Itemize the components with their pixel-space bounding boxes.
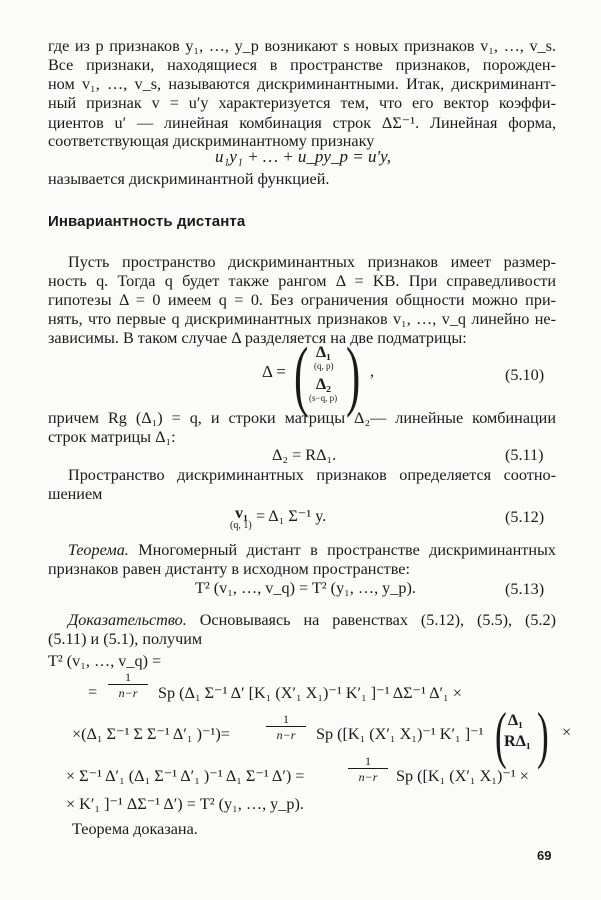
- text-line: (5.11) и (5.1), получим: [48, 630, 203, 648]
- theorem-label: Теорема.: [68, 541, 129, 559]
- derivation-line: × Σ⁻¹ Δ′₁ (Δ₁ Σ⁻¹ Δ′₁ )⁻¹ Δ₁ Σ⁻¹ Δ′) =: [66, 767, 305, 785]
- eq-5-10-bottom-dim: (s−q, p): [309, 393, 338, 403]
- text-line: признаков равен дистанту в исходном пространстве:: [48, 560, 410, 578]
- fraction-denominator: n−r: [358, 770, 378, 784]
- right-paren: ): [346, 331, 361, 418]
- fraction-denominator: n−r: [118, 686, 138, 700]
- proof-line: [68, 611, 556, 630]
- text-line: причем Rg (Δ₁) = q, и строки матрицы Δ₂— линейные комбинации: [48, 409, 556, 427]
- derivation-line: × K′₁ ]⁻¹ ΔΣ⁻¹ Δ′) = T² (y₁, …, y_p).: [66, 795, 304, 813]
- text-line: зависимы. В таком случае Δ разделяется на две подматрицы:: [48, 329, 467, 347]
- section-heading: Инвариантность дистанта: [48, 213, 246, 230]
- derivation-line: T² (v₁, …, v_q) =: [48, 652, 162, 670]
- left-paren: (: [495, 699, 507, 770]
- text-line: ный признак v = u′y характеризуется тем, что его вектор коэффи-: [48, 94, 556, 112]
- derivation-line: Sp (Δ₁ Σ⁻¹ Δ′ [K₁ (X′₁ X₁)⁻¹ K′₁ ]⁻¹ ΔΣ⁻¹ Δ′₁ ×: [158, 684, 462, 702]
- eq-5-12-lhs: v₁: [235, 504, 248, 522]
- equation-discriminant-form: u₁y₁ + … + u_py_p = u′y,: [215, 147, 392, 166]
- proof-label: Доказательство.: [68, 611, 187, 629]
- equation-5-13: T² (v₁, …, v_q) = T² (y₁, …, y_p).: [195, 579, 416, 597]
- equation-5-11: Δ₂ = RΔ₁.: [272, 446, 337, 464]
- fraction-denominator: n−r: [276, 728, 296, 742]
- proof-text: Основываясь на равенствах (5.12), (5.5), (5.2): [186, 611, 556, 629]
- matrix-top: Δ₁: [508, 711, 524, 729]
- text-line: Все признаки, находящиеся в пространстве признаков, порожден-: [48, 56, 556, 74]
- text-line: называется дискриминантной функцией.: [48, 170, 330, 188]
- text-line: Пусть пространство дискриминантных признаков имеет размер-: [68, 253, 556, 271]
- text-line: Пространство дискриминантных признаков определяется соотно-: [68, 466, 556, 484]
- equation-number: (5.13): [505, 580, 545, 598]
- eq-5-10-top-block: Δ₁: [316, 343, 332, 361]
- right-paren: ): [537, 699, 549, 770]
- left-paren: (: [294, 331, 309, 418]
- matrix-bottom: RΔ₁: [504, 732, 531, 750]
- proof-end: Теорема доказана.: [72, 820, 198, 838]
- text-line: ном v₁, …, v_s, называются дискриминантными. Итак, дискриминант-: [48, 75, 556, 93]
- text-line: строк матрицы Δ₁:: [48, 428, 176, 446]
- theorem-line: [68, 541, 556, 560]
- equation-number: (5.10): [505, 366, 545, 384]
- derivation-line: Sp ([K₁ (X′₁ X₁)⁻¹ ×: [396, 767, 529, 785]
- eq-5-12-dim: (q, 1): [230, 520, 252, 531]
- eq-5-10-bottom-block: Δ₂: [316, 375, 332, 393]
- eq-5-10-top-dim: (q, p): [314, 361, 334, 371]
- fraction-numerator: 1: [108, 670, 148, 685]
- text-line: где из p признаков y₁, …, y_p возникают s новых признаков v₁, …, v_s.: [48, 37, 556, 55]
- text-line: нять, что первые q дискриминантных признаков v₁, …, v_q линейно не-: [48, 310, 556, 328]
- theorem-text: Многомерный дистант в пространстве дискриминантных: [128, 541, 556, 559]
- derivation-line: ×(Δ₁ Σ⁻¹ Σ Σ⁻¹ Δ′₁ )⁻¹)=: [72, 725, 230, 743]
- derivation-line: Sp ([K₁ (X′₁ X₁)⁻¹ K′₁ ]⁻¹: [316, 725, 484, 743]
- equation-number: (5.11): [505, 446, 544, 464]
- text-line: соответствующая дискриминантному признаку: [48, 132, 375, 150]
- text-line: шением: [48, 485, 103, 503]
- equation-number: (5.12): [505, 508, 545, 526]
- fraction-numerator: 1: [348, 754, 388, 769]
- derivation-eq-sign: =: [88, 683, 98, 701]
- text-line: гипотезы Δ = 0 имеем q = 0. Без ограничения общности можно при-: [48, 291, 556, 309]
- eq-5-10-lhs: Δ =: [262, 362, 286, 381]
- eq-5-10-comma: ,: [370, 362, 375, 380]
- text-line: циентов u′ — линейная комбинация строк ΔΣ⁻¹. Линейная форма,: [48, 114, 556, 132]
- times-sign: ×: [562, 723, 572, 741]
- fraction-numerator: 1: [266, 712, 306, 727]
- page-number: 69: [537, 848, 552, 863]
- text-line: ность q. Тогда q будет также рангом Δ = KB. При справедливости: [48, 272, 556, 290]
- eq-5-12-rhs: = Δ₁ Σ⁻¹ y.: [256, 507, 327, 525]
